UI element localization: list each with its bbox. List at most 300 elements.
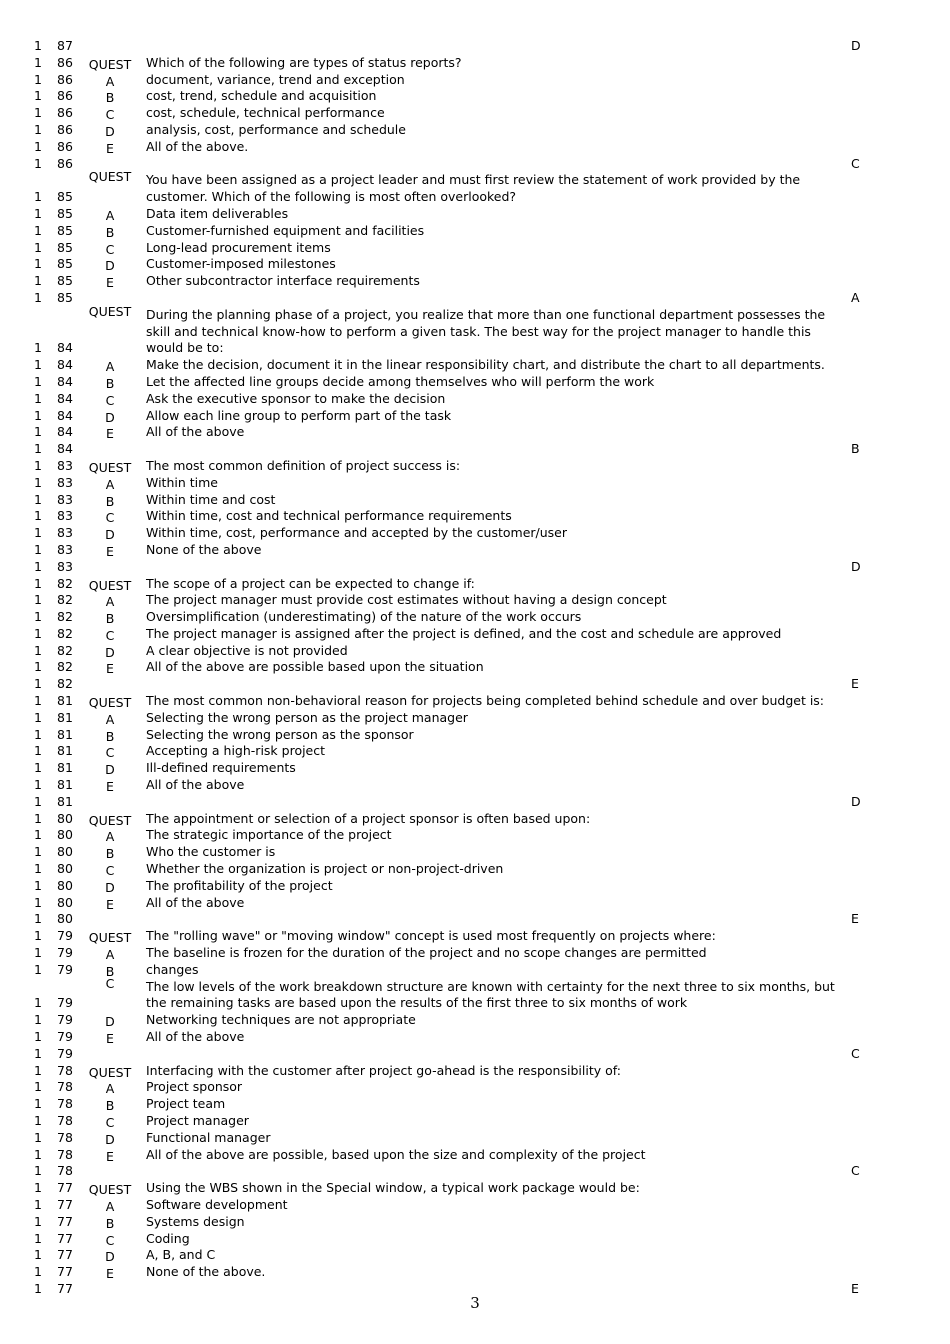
question-number: 86 — [57, 121, 73, 137]
item-label: QUEST — [88, 1064, 132, 1080]
item-text: Make the decision, document it in the linear responsibility chart, and distribute the chart to all departments. — [146, 357, 825, 373]
item-text: The low levels of the work breakdown structure are known with certainty for the next three to six months, but the remaining tasks are based upon the results of the first three to six months of work — [146, 978, 835, 1011]
set-number: 1 — [34, 1146, 42, 1162]
answer-key: C — [851, 1163, 860, 1179]
set-number: 1 — [34, 1180, 42, 1196]
answer-row — [0, 1046, 950, 1063]
item-label: B — [105, 728, 115, 744]
item-text: The strategic importance of the project — [146, 827, 392, 843]
item-text: None of the above. — [146, 1264, 266, 1280]
option-row — [0, 659, 950, 676]
option-row — [0, 357, 950, 374]
item-text: Project team — [146, 1096, 226, 1112]
item-text: cost, trend, schedule and acquisition — [146, 88, 377, 104]
item-text: Project manager — [146, 1113, 249, 1128]
question-number: 79 — [57, 961, 73, 977]
item-text: Customer-furnished equipment and facilities — [146, 222, 425, 238]
set-number: 1 — [34, 844, 42, 860]
answer-row — [0, 911, 950, 928]
item-text: Ill-defined requirements — [146, 760, 296, 776]
question-number: 78 — [57, 1146, 73, 1162]
item-text: The scope of a project can be expected to change if: — [146, 575, 475, 591]
question-number: 77 — [57, 1264, 73, 1280]
item-text: Customer-imposed milestones — [146, 256, 336, 272]
set-number: 1 — [34, 155, 42, 171]
set-number: 1 — [34, 205, 42, 221]
item-label: B — [105, 493, 115, 509]
question-number: 86 — [57, 71, 73, 87]
item-label: B — [105, 846, 115, 862]
set-number: 1 — [34, 709, 42, 725]
item-text: Within time, cost and technical performance requirements — [146, 508, 512, 524]
set-number: 1 — [34, 373, 42, 389]
set-number: 1 — [34, 1264, 42, 1280]
question-number: 84 — [57, 441, 73, 457]
question-number: 85 — [57, 189, 73, 205]
item-text: The "rolling wave" or "moving window" concept is used most frequently on projects where: — [146, 928, 716, 944]
question-number: 77 — [57, 1213, 73, 1229]
question-number: 85 — [57, 273, 73, 289]
item-text: The project manager is assigned after the project is defined, and the cost and schedule are approved — [146, 625, 782, 641]
question-number: 81 — [57, 709, 73, 725]
question-number: 79 — [57, 945, 73, 961]
option-row — [0, 962, 950, 979]
set-number: 1 — [34, 743, 42, 759]
question-number: 78 — [57, 1079, 73, 1095]
question-number: 79 — [57, 928, 73, 944]
option-row — [0, 122, 950, 139]
option-row — [0, 525, 950, 542]
set-number: 1 — [34, 256, 42, 272]
option-row — [0, 105, 950, 122]
question-row — [0, 303, 950, 357]
item-label: A — [105, 207, 115, 223]
option-row — [0, 72, 950, 89]
question-number: 83 — [57, 525, 73, 541]
answer-row — [0, 794, 950, 811]
set-number: 1 — [34, 289, 42, 305]
option-row — [0, 1079, 950, 1096]
item-label: QUEST — [88, 303, 132, 319]
question-number: 79 — [57, 995, 73, 1011]
item-label: A — [105, 1198, 115, 1214]
item-text: Functional manager — [146, 1129, 271, 1145]
answer-row — [0, 290, 950, 307]
answer-key: C — [851, 155, 860, 171]
set-number: 1 — [34, 592, 42, 608]
option-row — [0, 206, 950, 223]
item-text: The appointment or selection of a project sponsor is often based upon: — [146, 810, 591, 826]
option-row — [0, 777, 950, 794]
item-label: A — [105, 1081, 115, 1097]
item-label: E — [106, 543, 114, 559]
set-number: 1 — [34, 121, 42, 137]
item-text: None of the above — [146, 541, 262, 557]
item-label: C — [105, 510, 115, 526]
item-label: B — [105, 90, 115, 106]
set-number: 1 — [34, 357, 42, 373]
item-text: Data item deliverables — [146, 205, 289, 221]
item-text: Within time, cost, performance and accepted by the customer/user — [146, 525, 567, 541]
answer-row — [0, 1163, 950, 1180]
set-number: 1 — [34, 1247, 42, 1263]
set-number: 1 — [34, 793, 42, 809]
option-row — [0, 975, 950, 1013]
set-number: 1 — [34, 777, 42, 793]
set-number: 1 — [34, 1045, 42, 1061]
question-number: 78 — [57, 1096, 73, 1112]
item-label: E — [106, 1148, 114, 1164]
set-number: 1 — [34, 1079, 42, 1095]
set-number: 1 — [34, 491, 42, 507]
option-row — [0, 139, 950, 156]
question-number: 85 — [57, 256, 73, 272]
question-number: 84 — [57, 390, 73, 406]
option-row — [0, 609, 950, 626]
item-label: D — [105, 409, 115, 425]
option-row — [0, 542, 950, 559]
question-number: 77 — [57, 1247, 73, 1263]
item-text: Project sponsor — [146, 1079, 243, 1095]
item-label: QUEST — [88, 812, 132, 828]
question-row — [0, 928, 950, 945]
question-number: 84 — [57, 373, 73, 389]
question-number: 80 — [57, 911, 73, 927]
item-text: Which of the following are types of status reports? — [146, 54, 462, 70]
option-row — [0, 878, 950, 895]
question-number: 84 — [57, 424, 73, 440]
item-label: A — [105, 73, 115, 89]
item-text — [146, 794, 843, 811]
item-text: Other subcontractor interface requirements — [146, 273, 420, 289]
question-number: 82 — [57, 609, 73, 625]
item-text: Networking techniques are not appropriate — [146, 1012, 416, 1028]
answer-row — [0, 156, 950, 173]
item-text: Oversimplification (underestimating) of the nature of the work occurs — [146, 609, 582, 625]
item-label: QUEST — [88, 695, 132, 711]
option-row — [0, 1264, 950, 1281]
set-number: 1 — [34, 1280, 42, 1296]
option-row — [0, 643, 950, 660]
set-number: 1 — [34, 726, 42, 742]
question-number: 81 — [57, 693, 73, 709]
option-row — [0, 256, 950, 273]
question-number: 87 — [57, 38, 73, 53]
set-number: 1 — [34, 390, 42, 406]
set-number: 1 — [34, 625, 42, 641]
question-number: 86 — [57, 155, 73, 171]
option-row — [0, 1231, 950, 1248]
set-number: 1 — [34, 474, 42, 490]
question-number: 86 — [57, 138, 73, 154]
option-row — [0, 1130, 950, 1147]
question-number: 82 — [57, 575, 73, 591]
item-label: B — [105, 375, 115, 391]
question-number: 77 — [57, 1230, 73, 1246]
item-text: cost, schedule, technical performance — [146, 105, 385, 121]
question-number: 77 — [57, 1180, 73, 1196]
answer-row — [0, 441, 950, 458]
item-text: The most common definition of project success is: — [146, 457, 461, 473]
item-text: analysis, cost, performance and schedule — [146, 121, 406, 137]
option-row — [0, 492, 950, 509]
question-number: 82 — [57, 592, 73, 608]
question-number: 78 — [57, 1113, 73, 1128]
item-label: E — [106, 275, 114, 291]
question-number: 81 — [57, 793, 73, 809]
item-label: E — [106, 896, 114, 912]
item-text: Systems design — [146, 1213, 245, 1229]
question-row — [0, 811, 950, 828]
set-number: 1 — [34, 222, 42, 238]
set-number: 1 — [34, 38, 42, 53]
item-text: Software development — [146, 1196, 288, 1212]
set-number: 1 — [34, 1096, 42, 1112]
question-number: 78 — [57, 1163, 73, 1179]
option-row — [0, 1247, 950, 1264]
item-text — [146, 1046, 843, 1063]
option-row — [0, 240, 950, 257]
question-number: 83 — [57, 491, 73, 507]
question-number: 80 — [57, 861, 73, 877]
item-text: The most common non-behavioral reason for projects being completed behind schedule and over budget is: — [146, 693, 825, 709]
item-label: E — [106, 661, 114, 677]
set-number: 1 — [34, 88, 42, 104]
item-text — [146, 156, 843, 173]
item-label: E — [106, 426, 114, 442]
option-row — [0, 391, 950, 408]
answer-key: E — [851, 676, 859, 692]
question-number: 83 — [57, 508, 73, 524]
item-text: Coding — [146, 1230, 190, 1246]
question-number: 86 — [57, 88, 73, 104]
set-number: 1 — [34, 760, 42, 776]
set-number: 1 — [34, 911, 42, 927]
item-label: E — [106, 1266, 114, 1282]
option-row — [0, 1113, 950, 1130]
item-label: QUEST — [88, 169, 132, 185]
item-label: E — [106, 140, 114, 156]
item-label: E — [106, 1031, 114, 1047]
item-label: QUEST — [88, 56, 132, 72]
question-number: 83 — [57, 457, 73, 473]
option-row — [0, 223, 950, 240]
item-label: E — [106, 779, 114, 795]
item-text: Allow each line group to perform part of the task — [146, 407, 452, 423]
option-row — [0, 424, 950, 441]
set-number: 1 — [34, 928, 42, 944]
option-row — [0, 475, 950, 492]
question-number: 82 — [57, 659, 73, 675]
answer-key: C — [851, 1045, 860, 1061]
item-text: All of the above — [146, 777, 245, 793]
set-number: 1 — [34, 659, 42, 675]
item-text: Selecting the wrong person as the project manager — [146, 709, 468, 725]
set-number: 1 — [34, 508, 42, 524]
item-text: changes — [146, 961, 199, 977]
set-number: 1 — [34, 693, 42, 709]
item-label: C — [105, 107, 115, 123]
question-number: 83 — [57, 474, 73, 490]
question-row — [0, 576, 950, 593]
item-text: Interfacing with the customer after project go-ahead is the responsibility of: — [146, 1062, 621, 1078]
option-row — [0, 844, 950, 861]
set-number: 1 — [34, 71, 42, 87]
item-text: A clear objective is not provided — [146, 642, 348, 658]
set-number: 1 — [34, 995, 42, 1011]
answer-key: B — [851, 441, 860, 457]
answer-key: D — [851, 38, 861, 53]
question-number: 84 — [57, 357, 73, 373]
option-row — [0, 626, 950, 643]
question-number: 86 — [57, 105, 73, 121]
set-number: 1 — [34, 340, 42, 356]
question-number: 78 — [57, 1062, 73, 1078]
option-row — [0, 710, 950, 727]
item-label: D — [105, 762, 115, 778]
item-label: QUEST — [88, 930, 132, 946]
item-label: D — [105, 1131, 115, 1147]
option-row — [0, 508, 950, 525]
item-text — [146, 1163, 843, 1180]
item-text: Using the WBS shown in the Special window, a typical work package would be: — [146, 1180, 640, 1196]
question-number: 80 — [57, 844, 73, 860]
option-row — [0, 592, 950, 609]
question-number: 78 — [57, 1129, 73, 1145]
item-label: D — [105, 258, 115, 274]
set-number: 1 — [34, 1230, 42, 1246]
question-row — [0, 458, 950, 475]
item-label: B — [105, 1098, 115, 1114]
answer-row — [0, 559, 950, 576]
item-label: D — [105, 1249, 115, 1265]
item-text — [146, 290, 843, 307]
set-number: 1 — [34, 575, 42, 591]
set-number: 1 — [34, 54, 42, 70]
set-number: 1 — [34, 441, 42, 457]
item-label: C — [105, 627, 115, 643]
option-row — [0, 374, 950, 391]
question-number: 82 — [57, 642, 73, 658]
item-text: Ask the executive sponsor to make the decision — [146, 390, 446, 406]
item-text: Long-lead procurement items — [146, 239, 331, 255]
option-row — [0, 88, 950, 105]
option-row — [0, 827, 950, 844]
item-label: A — [105, 359, 115, 375]
answer-key: A — [851, 289, 860, 305]
item-label: B — [105, 1215, 115, 1231]
set-number: 1 — [34, 642, 42, 658]
item-text: Accepting a high-risk project — [146, 743, 326, 759]
option-row — [0, 408, 950, 425]
option-row — [0, 1096, 950, 1113]
question-number: 84 — [57, 407, 73, 423]
item-label: A — [105, 476, 115, 492]
question-row — [0, 55, 950, 72]
set-number: 1 — [34, 558, 42, 574]
item-text — [146, 38, 843, 55]
item-label: B — [105, 963, 115, 979]
set-number: 1 — [34, 407, 42, 423]
set-number: 1 — [34, 105, 42, 121]
item-label: D — [105, 879, 115, 895]
set-number: 1 — [34, 1029, 42, 1045]
item-label: QUEST — [88, 1182, 132, 1198]
set-number: 1 — [34, 189, 42, 205]
question-number: 81 — [57, 777, 73, 793]
question-number: 85 — [57, 289, 73, 305]
option-row — [0, 760, 950, 777]
option-row — [0, 1147, 950, 1164]
item-text: During the planning phase of a project, you realize that more than one functional department possesses the skill and technical know-how to perform a given task. The best way for the project manager to handle this would be to: — [146, 306, 826, 356]
item-text: All of the above are possible based upon the situation — [146, 659, 484, 675]
question-number: 77 — [57, 1196, 73, 1212]
item-text: All of the above — [146, 424, 245, 440]
answer-key: E — [851, 1280, 859, 1296]
option-row — [0, 1012, 950, 1029]
question-number: 80 — [57, 827, 73, 843]
set-number: 1 — [34, 239, 42, 255]
item-text: Selecting the wrong person as the sponsor — [146, 726, 414, 742]
set-number: 1 — [34, 676, 42, 692]
set-number: 1 — [34, 894, 42, 910]
set-number: 1 — [34, 827, 42, 843]
set-number: 1 — [34, 1163, 42, 1179]
answer-key: D — [851, 558, 861, 574]
question-number: 79 — [57, 1045, 73, 1061]
option-row — [0, 727, 950, 744]
answer-key: E — [851, 911, 859, 927]
set-number: 1 — [34, 1196, 42, 1212]
question-row — [0, 169, 950, 206]
item-label: QUEST — [88, 459, 132, 475]
question-number: 80 — [57, 877, 73, 893]
question-number: 82 — [57, 676, 73, 692]
set-number: 1 — [34, 138, 42, 154]
answer-row — [0, 676, 950, 693]
page-number: 3 — [470, 1294, 480, 1312]
set-number: 1 — [34, 861, 42, 877]
item-text: Within time — [146, 474, 218, 490]
set-number: 1 — [34, 1213, 42, 1229]
option-row — [0, 1214, 950, 1231]
item-text: Whether the organization is project or non-project-driven — [146, 861, 504, 877]
item-label: D — [105, 1014, 115, 1030]
item-label: A — [105, 829, 115, 845]
set-number: 1 — [34, 273, 42, 289]
option-row — [0, 1197, 950, 1214]
set-number: 1 — [34, 1129, 42, 1145]
set-number: 1 — [34, 945, 42, 961]
set-number: 1 — [34, 810, 42, 826]
question-number: 84 — [57, 340, 73, 356]
question-number: 79 — [57, 1012, 73, 1028]
item-label: QUEST — [88, 577, 132, 593]
option-row — [0, 273, 950, 290]
question-row — [0, 1180, 950, 1197]
set-number: 1 — [34, 1113, 42, 1128]
item-label: C — [105, 392, 115, 408]
set-number: 1 — [34, 424, 42, 440]
item-label: D — [105, 123, 115, 139]
item-text: document, variance, trend and exception — [146, 71, 405, 87]
option-row — [0, 895, 950, 912]
item-label: C — [105, 863, 115, 879]
item-label: A — [105, 947, 115, 963]
question-number: 79 — [57, 1029, 73, 1045]
question-number: 77 — [57, 1280, 73, 1296]
item-text: The project manager must provide cost estimates without having a design concept — [146, 592, 667, 608]
